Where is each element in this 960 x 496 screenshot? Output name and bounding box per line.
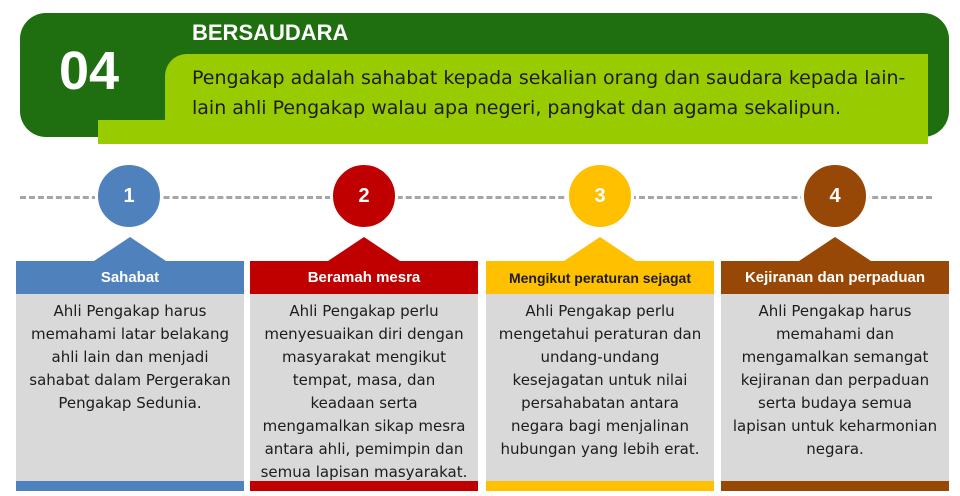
step-1-card xyxy=(16,261,244,491)
step-3-footer-bar xyxy=(486,481,714,491)
step-3-circle xyxy=(566,162,634,230)
step-1-title: Sahabat xyxy=(16,261,244,294)
step-4-pointer xyxy=(799,237,871,261)
step-3-title: Mengikut peraturan sejagat xyxy=(486,261,714,294)
description-panel-tab xyxy=(98,120,218,144)
step-3-text: Ahli Pengakap perlu mengetahui peraturan dan undang-undang kesejagatan untuk nilai persahabatan antara negara bagi menjalinan hubungan yang lebih erat. xyxy=(486,294,714,481)
step-1-footer-bar xyxy=(16,481,244,491)
step-4-circle xyxy=(801,162,869,230)
step-4-footer-bar xyxy=(721,481,949,491)
section-title: BERSAUDARA xyxy=(192,20,349,45)
step-1-number: 1 xyxy=(123,184,135,207)
step-3-number: 3 xyxy=(594,184,606,207)
step-2-footer-bar xyxy=(250,481,478,491)
section-number: 04 xyxy=(58,41,120,101)
step-1-text: Ahli Pengakap harus memahami latar belakang ahli lain dan menjadi sahabat dalam Pergerakan Pengakap Sedunia. xyxy=(16,294,244,481)
step-2-title: Beramah mesra xyxy=(250,261,478,294)
step-2-circle xyxy=(330,162,398,230)
step-2-pointer xyxy=(328,237,400,261)
step-3-pointer xyxy=(564,237,636,261)
step-1-pointer xyxy=(94,237,166,261)
step-4-text: Ahli Pengakap harus memahami dan mengamalkan semangat kejiranan dan perpaduan serta budaya semua lapisan untuk keharmonian negara. xyxy=(721,294,949,481)
step-1-circle xyxy=(95,162,163,230)
step-2-number: 2 xyxy=(358,184,370,207)
step-2-text: Ahli Pengakap perlu menyesuaikan diri dengan masyarakat mengikut tempat, masa, dan keadaan serta mengamalkan sikap mesra antara ahli, pemimpin dan semua lapisan masyarakat. xyxy=(250,294,478,481)
step-4-number: 4 xyxy=(829,184,841,207)
step-4-title: Kejiranan dan perpaduan xyxy=(721,261,949,294)
section-description: Pengakap adalah sahabat kepada sekalian orang dan saudara kepada lain-lain ahli Pengakap walau apa negeri, pangkat dan agama sekalipun. xyxy=(192,67,906,119)
step-4-card xyxy=(721,261,949,491)
step-3-card xyxy=(486,261,714,491)
step-2-card xyxy=(250,261,478,491)
